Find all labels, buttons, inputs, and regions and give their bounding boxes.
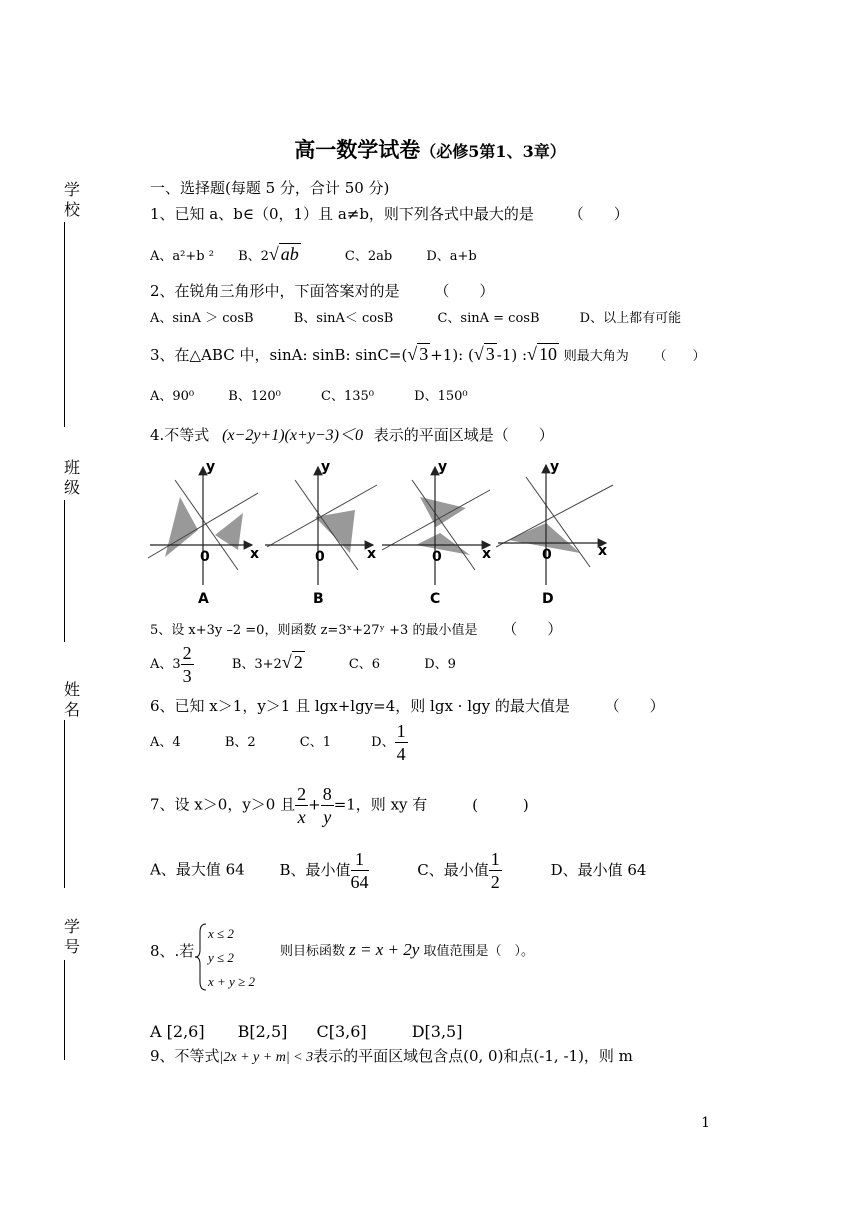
- q9-stem-b: 表示的平面区域包含点(0, 0)和点(-1, -1)，则 m: [313, 1047, 633, 1065]
- q6-paren: （ ）: [604, 697, 665, 715]
- q4-graph-b-x-label: x: [367, 546, 377, 562]
- q5-paren: （ ）: [502, 620, 563, 638]
- q8-stem-a: 8、.若: [150, 942, 195, 960]
- question-1: [150, 203, 629, 224]
- q6-option-d: D、 $\frac{1}{4}$: [371, 721, 406, 764]
- q3-stem-d: 则最大角为: [563, 349, 629, 364]
- question-7: 7、设 x＞0，y＞0 且 $\frac{2}{x}$ + $\frac{8}{y}$ =1，则 xy 有 ( ): [150, 784, 529, 827]
- q2-option-b: B、sinA＜ cosB: [293, 311, 394, 326]
- question-4: [150, 422, 554, 445]
- q8-condition-3: x + y ≥ 2: [208, 974, 255, 989]
- q4-graph-a-x-label: x: [250, 546, 260, 562]
- q5-options: [150, 642, 456, 687]
- sidebar-line-school: [64, 222, 65, 427]
- q3-option-a: A、90⁰: [150, 389, 195, 404]
- q2-paren: （ ）: [434, 282, 495, 300]
- page-number: 1: [701, 1115, 710, 1131]
- q9-expression: |2x + y + m| < 3: [219, 1050, 314, 1065]
- q1-option-d: D、a+b: [426, 249, 477, 264]
- q2-option-d: D、以上都有可能: [579, 311, 682, 326]
- q9-stem-a: 9、不等式: [150, 1047, 220, 1065]
- sidebar-label-school: 学 校: [64, 180, 81, 219]
- q4-graph-a-label: A: [198, 591, 209, 607]
- sidebar-label-number: 学 号: [64, 917, 81, 956]
- q4-graph-a: [148, 459, 259, 607]
- q6-stem: 6、已知 x＞1，y＞1 且 lgx+lgy=4，则 lgx · lgy 的最大值是: [150, 697, 570, 715]
- q4-graph-d-origin: 0: [542, 547, 552, 563]
- q1-paren: （ ）: [568, 205, 629, 223]
- q4-graph-b-y-label: y: [321, 459, 331, 475]
- q6-options: [150, 720, 408, 765]
- q4-graph-b-label: B: [313, 591, 324, 607]
- question-6: [150, 695, 665, 716]
- q4-graph-c-y-label: y: [438, 459, 448, 475]
- q1-stem: 1、已知 a、b∈（0，1）且 a≠b，则下列各式中最大的是: [150, 205, 534, 223]
- question-2: [150, 280, 494, 301]
- q4-graph-c: [382, 459, 491, 607]
- q4-graph-d-x-label: x: [598, 543, 608, 559]
- q6-option-a: A、4: [150, 735, 181, 750]
- sidebar-line-name: [64, 720, 65, 888]
- q8-condition-2: y ≤ 2: [208, 950, 234, 965]
- q8-stem-b: 则目标函数: [280, 944, 346, 959]
- q8-condition-1: x ≤ 2: [208, 926, 234, 941]
- q3-sqrt-1: √ 3: [407, 344, 429, 364]
- q4-graph-a-origin: 0: [200, 549, 210, 565]
- q6-option-c: C、1: [299, 735, 331, 750]
- q4-stem-b: 表示的平面区域是（ ）: [373, 426, 554, 444]
- q4-graph-d-label: D: [542, 591, 554, 607]
- q1-option-a: A、a²+b ²: [150, 249, 214, 264]
- question-3: 3、在△ABC 中，sinA: sinB: sinC=(√ 3 +1): (√ 3 -1) :√ 10 则最大角为 （ ）: [150, 344, 706, 364]
- q5-option-b: B、3+2√ 2: [231, 652, 303, 672]
- q5-option-a: A、3 $\frac{2}{3}$: [150, 643, 192, 686]
- q4-graph-c-origin: 0: [432, 549, 442, 565]
- q7-stem-b: =1，则 xy 有: [333, 795, 428, 814]
- q8-stem-c: 取值范围是（ ）。: [423, 944, 534, 959]
- title-main: 高一数学试卷: [294, 137, 421, 162]
- q7-stem-a: 7、设 x＞0，y＞0 且: [150, 795, 296, 814]
- q5-option-c: C、6: [348, 657, 381, 672]
- q4-graph-a-y-label: y: [206, 459, 216, 475]
- q5-stem: 5、设 x+3y –2 =0，则函数 z=3ˣ+27ʸ +3 的最小值是: [150, 623, 478, 638]
- q4-graph-d-y-label: y: [550, 459, 560, 475]
- sidebar-line-number: [64, 960, 65, 1060]
- q2-stem: 2、在锐角三角形中，下面答案对的是: [150, 282, 400, 300]
- q8-option-b: B[2,5]: [237, 1022, 288, 1041]
- q2-options: [150, 307, 681, 326]
- q1-option-b: B、2√ ab: [238, 244, 299, 264]
- q8-option-d: D[3,5]: [411, 1022, 463, 1041]
- q4-graph-b: [265, 459, 377, 607]
- q1-options: [150, 244, 477, 265]
- sidebar-line-class: [64, 500, 65, 642]
- q3-options: [150, 385, 468, 404]
- section-heading: 一、选择题(每题 5 分，合计 50 分): [150, 179, 390, 197]
- q7-fraction-1: $\frac{2}{x}$: [297, 784, 307, 827]
- q4-graph-c-label: C: [430, 591, 441, 607]
- q3-paren: （ ）: [653, 349, 706, 364]
- q8-option-a: A [2,6]: [150, 1022, 205, 1041]
- q2-option-c: C、sinA = cosB: [437, 311, 540, 326]
- q4-graph-d: [496, 459, 613, 607]
- q8-brace: [194, 922, 208, 992]
- q8-expression: z = x + 2y: [349, 940, 420, 959]
- q4-expression: (x−2y+1)(x+y−3)＜0: [222, 427, 364, 444]
- q4-graph-c-x-label: x: [482, 546, 492, 562]
- q4-stem-a: 4.不等式: [150, 426, 210, 444]
- q7-paren: ( ): [472, 795, 529, 814]
- q4-graph-b-origin: 0: [315, 549, 325, 565]
- q8-options: [150, 1022, 462, 1041]
- sidebar-label-name: 姓 名: [64, 680, 81, 719]
- title-sub: （必修5第1、3章）: [420, 142, 566, 161]
- q3-sqrt-2: √ 3: [473, 344, 495, 364]
- q3-option-c: C、135⁰: [321, 389, 374, 404]
- question-9: [150, 1045, 633, 1066]
- q5-option-d: D、9: [424, 657, 456, 672]
- q3-option-b: B、120⁰: [228, 389, 281, 404]
- q7-option-c: C、最小值 $\frac{1}{2}$: [417, 849, 500, 892]
- q1-option-c: C、2ab: [344, 249, 393, 264]
- question-5: [150, 618, 562, 639]
- q4-graphs: [140, 455, 620, 610]
- page-title: [0, 134, 860, 164]
- q6-option-b: B、2: [224, 735, 256, 750]
- q3-stem-a: 3、在△ABC 中，sinA: sinB: sinC=(: [150, 346, 408, 364]
- q3-sqrt-3: √ 10: [527, 344, 557, 364]
- q3-option-d: D、150⁰: [414, 389, 468, 404]
- q8-option-c: C[3,6]: [316, 1022, 367, 1041]
- q2-option-a: A、sinA ＞ cosB: [150, 311, 254, 326]
- q8-stem-rest: [280, 940, 534, 960]
- q7-option-a: A、最大值 64: [150, 860, 245, 879]
- q7-fraction-2: $\frac{8}{y}$: [322, 784, 332, 827]
- q7-option-b: B、最小值 $\frac{1}{64}$: [279, 849, 369, 892]
- q7-options: [150, 848, 646, 893]
- q7-option-d: D、最小值 64: [550, 860, 647, 879]
- sidebar-label-class: 班 级: [64, 458, 81, 497]
